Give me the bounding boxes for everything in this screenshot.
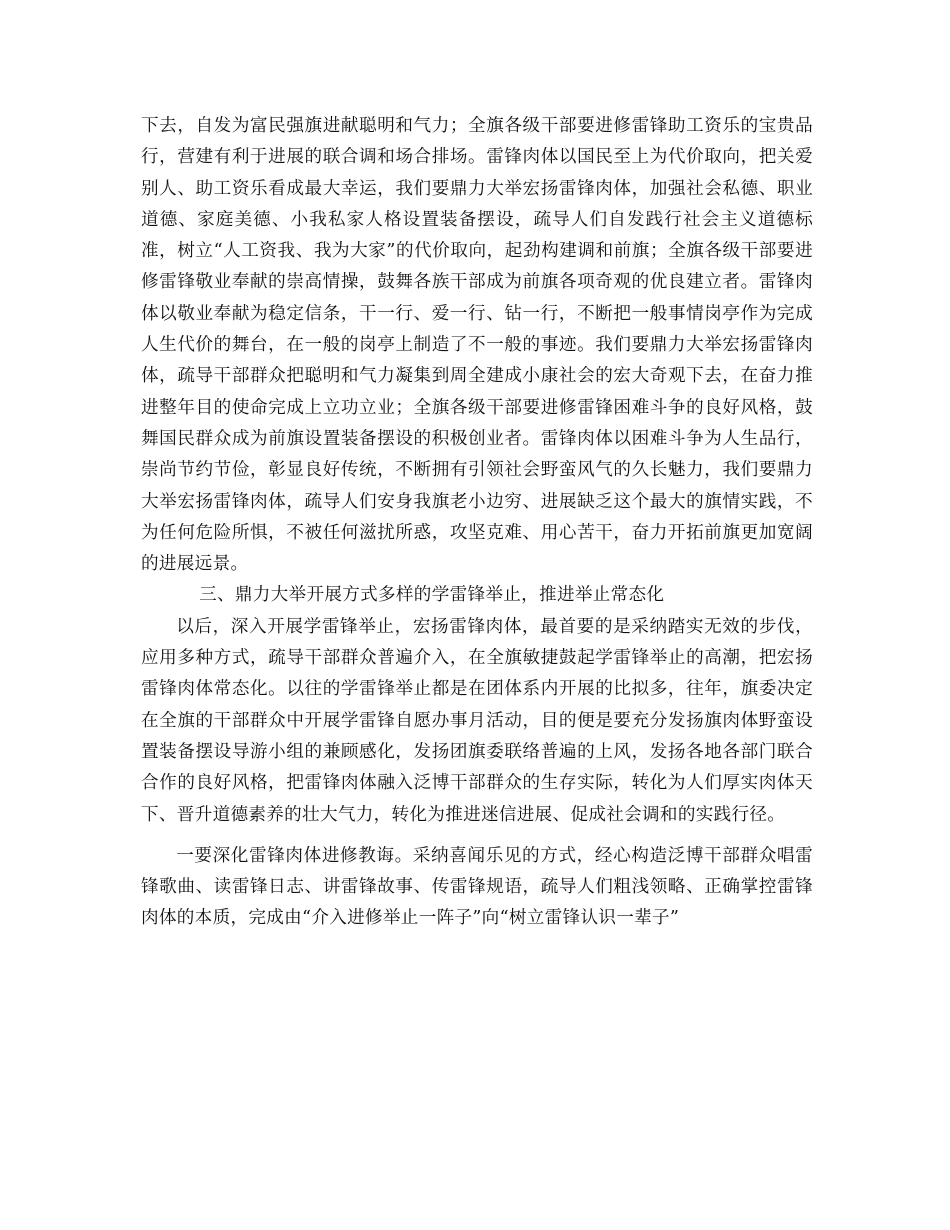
paragraph-section-intro: 以后，深入开展学雷锋举止，宏扬雷锋肉体，最首要的是采纳踏实无效的步伐，应用多种方式，疏导干部群众普遍介入，在全旗敏捷鼓起学雷锋举止的高潮，把宏扬雷锋肉体常态化。以往的学雷锋举止都是在团体系内开展的比拟多，往年，旗委决定在全旗的干部群众中开展学雷锋自愿办事月活动，目的便是要充分发扬旗肉体野蛮设置装备摆设导游小组的兼顾感化，发扬团旗委联络普遍的上风，发扬各地各部门联合合作的良好风格，把雷锋肉体融入泛博干部群众的生存实际，转化为人们厚实肉体天下、晋升道德素养的壮大气力，转化为推进迷信进展、促成社会调和的实践行径。 bbox=[141, 616, 813, 825]
paragraph-continuation: 下去，自发为富民强旗进献聪明和气力；全旗各级干部要进修雷锋助工资乐的宝贵品行，营建有利于进展的联合调和场合排场。雷锋肉体以国民至上为代价取向，把关爱别人、助工资乐看成最大幸运，我们要鼎力大举宏扬雷锋肉体，加强社会私德、职业道德、家庭美德、小我私家人格设置装备摆设，疏导人们自发践行社会主义道德标准，树立“人工资我、我为大家”的代价取向，起劲构建调和前旗；全旗各级干部要进修雷锋敬业奉献的崇高情操，鼓舞各族干部成为前旗各项奇观的优良建立者。雷锋肉体以敬业奉献为稳定信条，干一行、爱一行、钻一行，不断把一般事情岗亭作为完成人生代价的舞台，在一般的岗亭上制造了不一般的事迹。我们要鼎力大举宏扬雷锋肉体，疏导干部群众把聪明和气力凝集到周全建成小康社会的宏大奇观下去，在奋力推进整年目的使命完成上立功立业；全旗各级干部要进修雷锋困难斗争的良好风格，鼓舞国民群众成为前旗设置装备摆设的积极创业者。雷锋肉体以困难斗争为人生品行，崇尚节约节俭，彰显良好传统，不断拥有引领社会野蛮风气的久长魅力，我们要鼎力大举宏扬雷锋肉体，疏导人们安身我旗老小边穷、进展缺乏这个最大的旗情实践，不为任何危险所惧，不被任何滋扰所惑，攻坚克难、用心苦干，奋力开拓前旗更加宽阔的进展远景。 bbox=[141, 116, 813, 575]
paragraph-item-one: 一要深化雷锋肉体进修教诲。采纳喜闻乐见的方式，经心构造泛博干部群众唱雷锋歌曲、读雷锋日志、讲雷锋故事、传雷锋规语，疏导人们粗浅领略、正确掌控雷锋肉体的本质，完成由“介入进修举止一阵子”向“树立雷锋认识一辈子” bbox=[141, 845, 813, 929]
document-body bbox=[141, 111, 813, 935]
section-heading: 三、鼎力大举开展方式多样的学雷锋举止，推进举止常态化 bbox=[199, 585, 665, 606]
